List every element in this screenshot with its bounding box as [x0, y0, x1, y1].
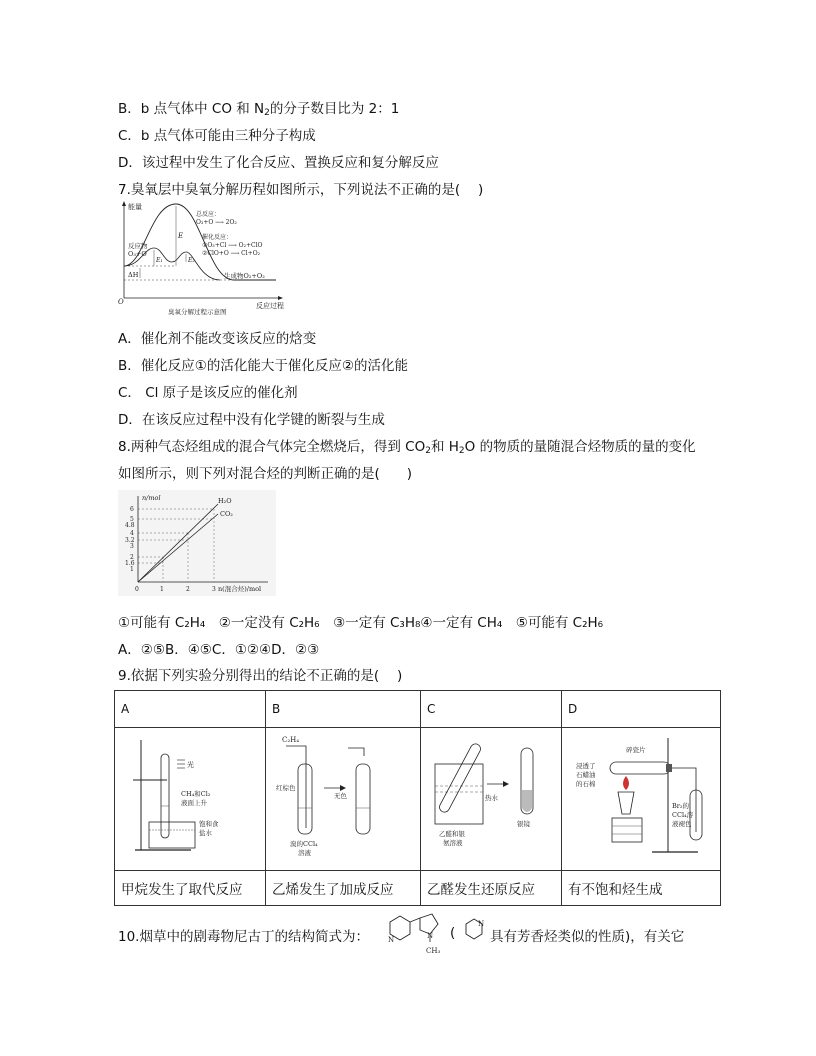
svg-text:的石棉: 的石棉 — [576, 780, 596, 788]
svg-text:氨溶液: 氨溶液 — [443, 839, 463, 847]
svg-text:E₁: E₁ — [156, 257, 163, 264]
option-7b: B．催化反应①的活化能大于催化反应②的活化能 — [118, 358, 408, 374]
svg-text:N: N — [478, 920, 485, 928]
svg-text:热水: 热水 — [485, 794, 498, 802]
svg-text:①O₃+Cl ⟶ O₂+ClO: ①O₃+Cl ⟶ O₂+ClO — [202, 242, 263, 249]
option-6b: B．b 点气体中 CO 和 $N_2$的分子数目比为 2：1 — [118, 101, 400, 118]
col-header-c: C — [421, 691, 562, 728]
svg-text:3: 3 — [212, 586, 216, 593]
svg-text:乙醛和银: 乙醛和银 — [439, 830, 465, 838]
option-7c: C． Cl 原子是该反应的催化剂 — [118, 385, 298, 401]
svg-text:生成物O₂+O₂: 生成物O₂+O₂ — [224, 272, 265, 280]
svg-text:银镜: 银镜 — [517, 820, 530, 828]
svg-text:②ClO+O ⟶ Cl+O₂: ②ClO+O ⟶ Cl+O₂ — [202, 250, 261, 257]
svg-text:n(混合烃)/mol: n(混合烃)/mol — [218, 585, 262, 593]
paren-open: ( — [450, 925, 456, 941]
q8-answer-options: A．②⑤B．④⑤C．①②④D．②③ — [118, 642, 320, 658]
svg-text:3: 3 — [130, 543, 134, 550]
option-7a: A．催化剂不能改变该反应的焓变 — [118, 331, 317, 347]
apparatus-d — [562, 728, 721, 871]
combustion-chart — [118, 490, 276, 596]
nicotine-structure — [378, 910, 448, 958]
svg-text:液褪色: 液褪色 — [672, 820, 692, 828]
svg-text:饱和食: 饱和食 — [199, 820, 219, 828]
conclusion-d: 有不饱和烃生成 — [562, 871, 721, 906]
svg-text:O₃+O: O₃+O — [128, 250, 147, 258]
fig7-xlabel: 反应过程 — [256, 302, 284, 310]
apparatus-b — [266, 728, 421, 871]
col-header-b: B — [266, 691, 421, 728]
apparatus-c — [421, 728, 562, 871]
svg-text:CO₂: CO₂ — [220, 510, 233, 518]
col-header-d: D — [562, 691, 721, 728]
question-8-line1: 8.两种气态烃组成的混合气体完全燃烧后，得到 $CO_2$和 $H_2O$ 的物质的量随混合烃物质的量的变化 — [118, 439, 696, 456]
svg-text:0: 0 — [135, 586, 139, 593]
svg-text:N: N — [427, 932, 434, 940]
svg-text:液面上升: 液面上升 — [181, 799, 207, 807]
svg-text:E: E — [178, 232, 184, 240]
svg-text:C₂H₄: C₂H₄ — [282, 736, 300, 744]
apparatus-a — [115, 728, 266, 871]
svg-text:1: 1 — [130, 566, 134, 573]
svg-text:2: 2 — [186, 586, 190, 593]
experiment-table — [114, 690, 721, 906]
svg-text:CH₄和Cl₂: CH₄和Cl₂ — [181, 790, 211, 798]
svg-text:3.2: 3.2 — [125, 537, 135, 544]
svg-text:CCl₄溶: CCl₄溶 — [672, 811, 694, 819]
svg-text:E₂: E₂ — [188, 257, 195, 264]
svg-text:1: 1 — [160, 586, 164, 593]
svg-text:4: 4 — [130, 530, 134, 537]
fig7-ylabel: 能量 — [128, 203, 142, 211]
conclusion-c: 乙醛发生还原反应 — [421, 871, 562, 906]
fig7-origin: O — [118, 298, 124, 306]
svg-text:Br₂的: Br₂的 — [672, 802, 689, 810]
pyridine-ring — [460, 916, 488, 946]
svg-text:1.6: 1.6 — [125, 560, 135, 567]
svg-text:盐水: 盐水 — [199, 829, 212, 837]
conclusion-a: 甲烷发生了取代反应 — [115, 871, 266, 906]
svg-text:浸透了: 浸透了 — [576, 762, 596, 770]
ozone-energy-diagram — [116, 198, 288, 316]
svg-text:5: 5 — [130, 516, 134, 523]
svg-text:ΔH: ΔH — [128, 271, 139, 279]
conclusion-b: 乙烯发生了加成反应 — [266, 871, 421, 906]
fig7-caption: 臭氧分解过程示意图 — [168, 308, 227, 316]
svg-text:4.8: 4.8 — [125, 522, 135, 529]
svg-text:石蜡油: 石蜡油 — [576, 771, 596, 779]
svg-text:2: 2 — [130, 554, 134, 561]
svg-text:H₂O: H₂O — [218, 497, 232, 505]
question-8-line2: 如图所示，则下列对混合烃的判断正确的是( ) — [118, 466, 413, 482]
svg-text:溶液: 溶液 — [298, 849, 311, 857]
svg-text:n/mol: n/mol — [142, 494, 161, 502]
svg-text:溴的CCl₄: 溴的CCl₄ — [290, 840, 318, 848]
question-10-text-a: 10.烟草中的剧毒物尼古丁的结构简式为： — [118, 929, 369, 945]
svg-text:总反应：: 总反应： — [196, 211, 221, 218]
option-6d: D．该过程中发生了化合反应、置换反应和复分解反应 — [118, 155, 439, 171]
svg-text:碎瓷片: 碎瓷片 — [626, 746, 646, 754]
svg-text:O₃+O ⟶ 2O₂: O₃+O ⟶ 2O₂ — [196, 219, 237, 226]
svg-text:无色: 无色 — [334, 792, 347, 800]
q8-statements: ①可能有 C₂H₄ ②一定没有 C₂H₆ ③一定有 C₃H₈④一定有 CH₄ ⑤可能有 C₂H₆ — [118, 615, 604, 631]
svg-text:红棕色: 红棕色 — [276, 784, 296, 792]
col-header-a: A — [115, 691, 266, 728]
option-7d: D．在该反应过程中没有化学键的断裂与生成 — [118, 412, 385, 428]
svg-text:CH₃: CH₃ — [426, 947, 441, 955]
svg-text:催化反应：: 催化反应： — [202, 234, 233, 241]
option-6c: C．b 点气体可能由三种分子构成 — [118, 128, 316, 144]
question-10-text-b: 具有芳香烃类似的性质)，有关它 — [490, 929, 685, 945]
question-9: 9.依据下列实验分别得出的结论不正确的是( ) — [118, 668, 403, 684]
svg-text:反应物: 反应物 — [128, 242, 148, 250]
svg-text:N: N — [388, 936, 395, 944]
question-7: 7.臭氧层中臭氧分解历程如图所示，下列说法不正确的是( ) — [118, 182, 484, 198]
svg-text:光: 光 — [187, 761, 194, 769]
svg-text:6: 6 — [130, 506, 134, 513]
